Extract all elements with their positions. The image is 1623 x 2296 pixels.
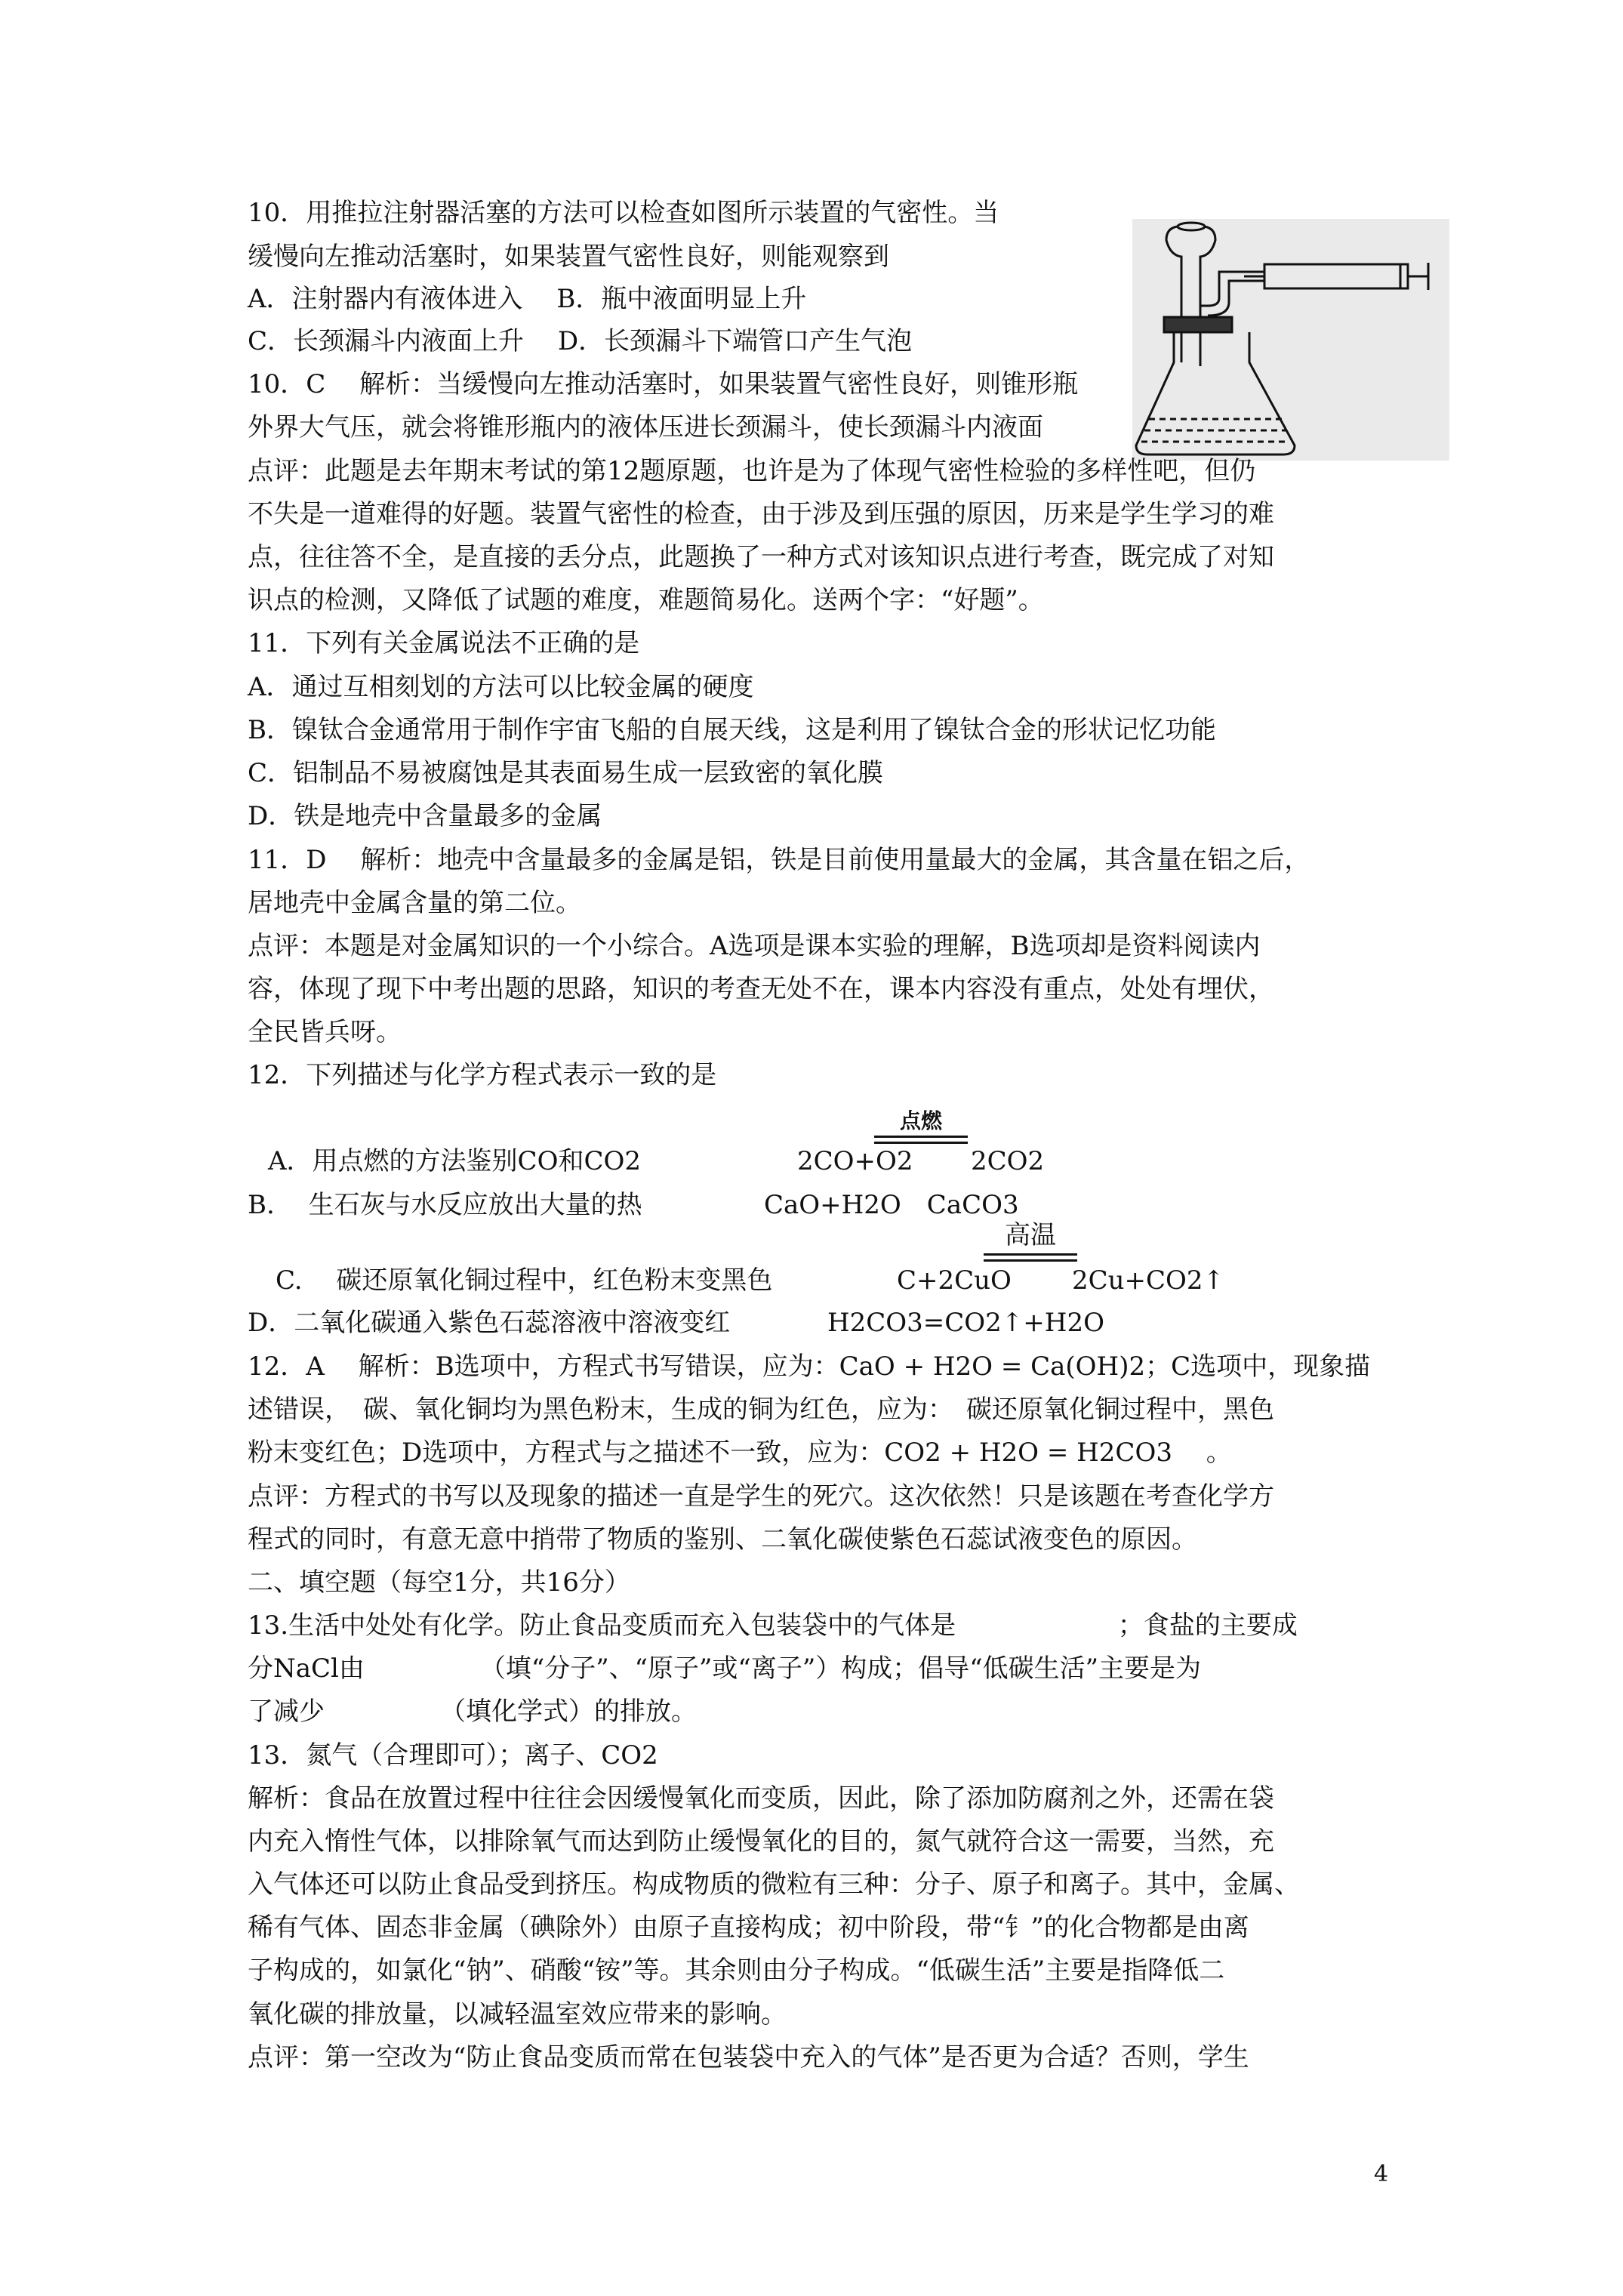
q12-option-b: B. 生石灰与水反应放出大量的热: [248, 1190, 642, 1220]
q10-answer-line2: 外界大气压，就会将锥形瓶内的液体压进长颈漏斗，使长颈漏斗内液面: [248, 412, 1043, 442]
q12-comment-line1: 点评：方程式的书写以及现象的描述一直是学生的死穴。这次依然！只是该题在考查化学方: [248, 1481, 1274, 1512]
q12-eq-bar-a1: [874, 1136, 968, 1138]
q12-stem: 12．下列描述与化学方程式表示一致的是: [248, 1060, 717, 1090]
q12-option-c: C. 碳还原氧化铜过程中，红色粉末变黑色: [276, 1265, 773, 1296]
q11-answer-line1: 11．D 解析：地壳中含量最多的金属是铝，铁是目前使用量最大的金属，其含量在铝之后，: [248, 845, 1310, 875]
q12-eq-bar-a2: [874, 1142, 968, 1144]
q13-explanation-line1: 解析：食品在放置过程中往往会因缓慢氧化而变质，因此，除了添加防腐剂之外，还需在袋: [248, 1783, 1274, 1814]
q13-explanation-line2: 内充入惰性气体，以排除氧气而达到防止缓慢氧化的目的，氮气就符合这一需要，当然，充: [248, 1826, 1274, 1857]
q10-comment-line2: 不失是一道难得的好题。装置气密性的检查，由于涉及到压强的原因，历来是学生学习的难: [248, 499, 1274, 529]
q10-stem-line1: 10．用推拉注射器活塞的方法可以检查如图所示装置的气密性。当: [248, 198, 999, 228]
q12-answer-line1: 12．A 解析：B选项中，方程式书写错误，应为：CaO + H2O = Ca(OH)2；C选项中，现象描: [248, 1351, 1371, 1382]
apparatus-figure: [1132, 219, 1449, 461]
q13-stem-line1: 13.生活中处处有化学。防止食品变质而充入包装袋中的气体是 ；食盐的主要成: [248, 1610, 1298, 1641]
q13-explanation-line5: 子构成的，如氯化“钠”、硝酸“铵”等。其余则由分子构成。“低碳生活”主要是指降低二: [248, 1955, 1225, 1986]
q13-stem-line3: 了减少 （填化学式）的排放。: [248, 1697, 697, 1727]
q10-comment-line4: 识点的检测，又降低了试题的难度，难题简易化。送两个字：“好题”。: [248, 585, 1044, 615]
q13-stem-line2: 分NaCl由 （填“分子”、“原子”或“离子”）构成；倡导“低碳生活”主要是为: [248, 1653, 1201, 1684]
q10-options-ab: A．注射器内有液体进入 B．瓶中液面明显上升: [248, 284, 807, 314]
q12-option-a: A．用点燃的方法鉴别CO和CO2: [268, 1146, 641, 1176]
page-number: 4: [1374, 2161, 1389, 2187]
q13-answer: 13．氮气（合理即可）；离子、CO2: [248, 1740, 658, 1771]
q12-eq-bar-c2: [984, 1259, 1077, 1262]
q10-comment-line3: 点，往往答不全，是直接的丢分点，此题换了一种方式对该知识点进行考查，既完成了对知: [248, 542, 1274, 572]
q12-answer-line2: 述错误， 碳、氧化铜均为黑色粉末，生成的铜为红色，应为： 碳还原氧化铜过程中，黑色: [248, 1395, 1274, 1425]
q11-option-d: D．铁是地壳中含量最多的金属: [248, 801, 602, 831]
q12-equation-b: CaO+H2O CaCO3: [764, 1190, 1019, 1220]
funnel-right: [1200, 227, 1215, 366]
q12-comment-line2: 程式的同时，有意无意中捎带了物质的鉴别、二氧化碳使紫色石蕊试液变色的原因。: [248, 1524, 1197, 1555]
q11-comment-line1: 点评：本题是对金属知识的一个小综合。A选项是课本实验的理解，B选项却是资料阅读内: [248, 931, 1261, 961]
q11-stem: 11．下列有关金属说法不正确的是: [248, 628, 640, 658]
q12-equation-a-right: 2CO2: [971, 1146, 1045, 1176]
q12-equation-c-left: C+2CuO: [897, 1265, 1012, 1296]
q12-option-d: D．二氧化碳通入紫色石蕊溶液中溶液变红: [248, 1308, 731, 1338]
q11-option-b: B．镍钛合金通常用于制作宇宙飞船的自展天线，这是利用了镍钛合金的形状记忆功能: [248, 715, 1216, 745]
q12-answer-line3: 粉末变红色；D选项中，方程式与之描述不一致，应为：CO2 + H2O = H2CO3 。: [248, 1438, 1232, 1468]
q13-explanation-line4: 稀有气体、固态非金属（碘除外）由原子直接构成；初中阶段，带“钅”的化合物都是由离: [248, 1912, 1249, 1943]
q12-equation-a-left: 2CO+O2: [797, 1146, 913, 1176]
q13-explanation-line3: 入气体还可以防止食品受到挤压。构成物质的微粒有三种：分子、原子和离子。其中，金属、: [248, 1869, 1300, 1900]
q13-comment-line1: 点评：第一空改为“防止食品变质而常在包装袋中充入的气体”是否更为合适？否则，学生: [248, 2042, 1249, 2073]
q11-option-c: C．铝制品不易被腐蚀是其表面易生成一层致密的氧化膜: [248, 758, 884, 788]
q12-equation-c-right: 2Cu+CO2↑: [1072, 1265, 1225, 1296]
q13-explanation-line6: 氧化碳的排放量，以减轻温室效应带来的影响。: [248, 1999, 787, 2029]
q10-answer-line1: 10．C 解析：当缓慢向左推动活塞时，如果装置气密性良好，则锥形瓶: [248, 369, 1079, 399]
q12-equation-d: H2CO3=CO2↑+H2O: [827, 1308, 1104, 1338]
q12-eq-bar-c1: [984, 1253, 1077, 1256]
q12-condition-ignite: 点燃: [899, 1108, 942, 1133]
q12-condition-high-temp: 高温: [1005, 1220, 1056, 1250]
q10-comment-line1: 点评：此题是去年期末考试的第12题原题，也许是为了体现气密性检验的多样性吧，但仍: [248, 456, 1256, 486]
q11-answer-line2: 居地壳中金属含量的第二位。: [248, 888, 581, 918]
q10-options-cd: C．长颈漏斗内液面上升 D．长颈漏斗下端管口产生气泡: [248, 326, 913, 356]
flask-syringe-diagram: [1132, 219, 1449, 461]
section-fill-in-heading: 二、填空题（每空1分，共16分）: [248, 1567, 630, 1598]
q11-comment-line3: 全民皆兵呀。: [248, 1017, 402, 1047]
q11-comment-line2: 容，体现了现下中考出题的思路，知识的考查无处不在，课本内容没有重点，处处有埋伏，: [248, 974, 1274, 1004]
q10-stem-line2: 缓慢向左推动活塞时，如果装置气密性良好，则能观察到: [248, 242, 889, 272]
q11-option-a: A．通过互相刻划的方法可以比较金属的硬度: [248, 672, 754, 702]
